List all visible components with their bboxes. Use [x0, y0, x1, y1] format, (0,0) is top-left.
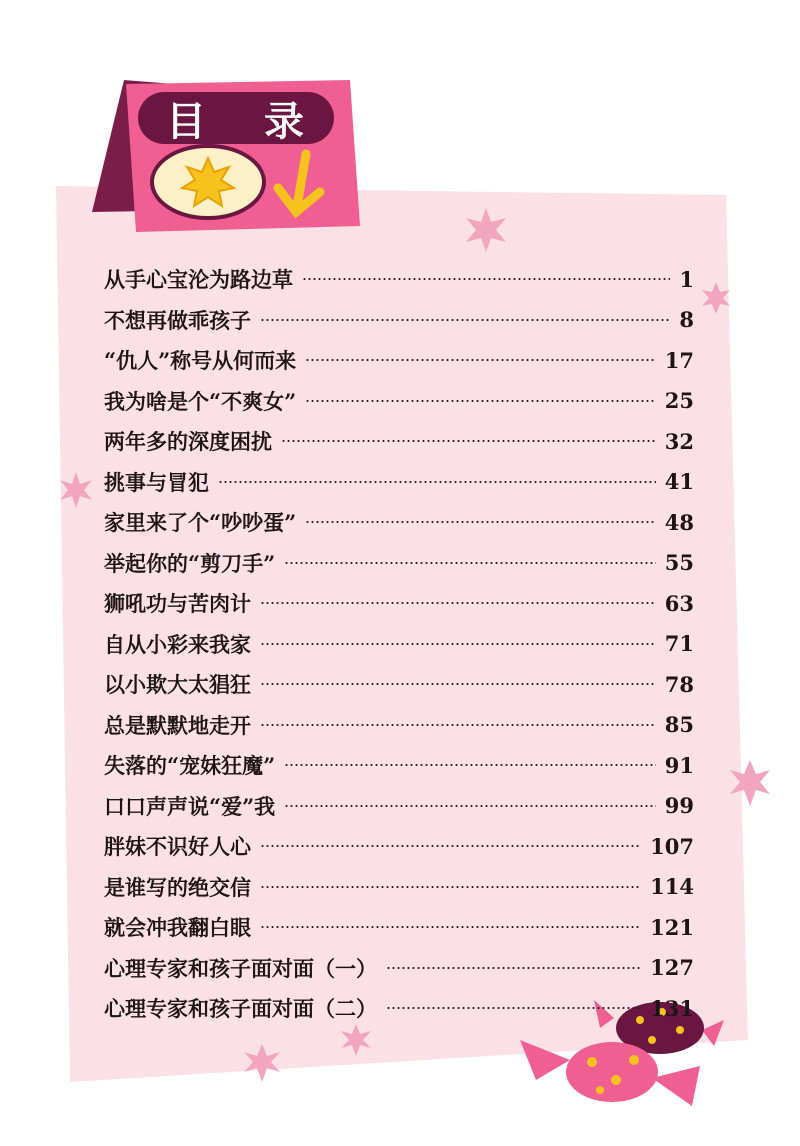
- toc-entry-title: 以小欺大太猖狂: [104, 672, 251, 698]
- toc-entry-title: 胖妹不识好人心: [104, 834, 251, 860]
- toc-entry[interactable]: [104, 421, 694, 462]
- toc-entry[interactable]: [104, 340, 694, 381]
- toc-entry-title: 口口声声说“爱”我: [104, 793, 276, 819]
- toc-entry-title: 家里来了个“吵吵蛋”: [104, 510, 297, 536]
- toc-entry-title: 自从小彩来我家: [104, 631, 251, 657]
- toc-leader-dots: [260, 886, 641, 888]
- toc-leader-dots: [305, 400, 656, 402]
- toc-leader-dots: [302, 278, 670, 280]
- toc-entry[interactable]: [104, 624, 694, 665]
- toc-leader-dots: [284, 805, 656, 807]
- toc-entry-title: 从手心宝沦为路边草: [104, 267, 293, 293]
- toc-leader-dots: [260, 724, 656, 726]
- toc-entry-page-number: 55: [664, 550, 694, 576]
- toc-entry-page-number: 8: [679, 307, 694, 333]
- toc-entry-page-number: 114: [650, 874, 694, 900]
- toc-entry-title: 两年多的深度困扰: [104, 429, 272, 455]
- toc-entry-page-number: 41: [664, 469, 694, 495]
- toc-leader-dots: [386, 967, 641, 969]
- toc-entry[interactable]: [104, 705, 694, 746]
- toc-entry[interactable]: [104, 381, 694, 422]
- toc-entry[interactable]: [104, 462, 694, 503]
- toc-leader-dots: [260, 643, 656, 645]
- toc-entry-page-number: 1: [679, 266, 694, 292]
- toc-entry-title: 不想再做乖孩子: [104, 307, 251, 333]
- toc-entry-title: 就会冲我翻白眼: [104, 915, 251, 941]
- toc-entry-title: 失落的“宠妹狂魔”: [104, 753, 276, 779]
- toc-entry-page-number: 127: [650, 955, 694, 981]
- toc-entry-title: 我为啥是个“不爽女”: [104, 388, 297, 414]
- toc-leader-dots: [305, 359, 656, 361]
- toc-entry-page-number: 85: [664, 712, 694, 738]
- toc-entry[interactable]: [104, 745, 694, 786]
- toc-leader-dots: [260, 319, 670, 321]
- toc-entry-title: 是谁写的绝交信: [104, 874, 251, 900]
- toc-entry[interactable]: [104, 907, 694, 948]
- toc-entry-page-number: 107: [650, 833, 694, 859]
- toc-entry-page-number: 32: [664, 428, 694, 454]
- toc-entry-title: 狮吼功与苦肉计: [104, 591, 251, 617]
- toc-entry[interactable]: [104, 826, 694, 867]
- toc-entry-page-number: 48: [664, 509, 694, 535]
- toc-entry[interactable]: [104, 300, 694, 341]
- sun-star-icon: [152, 146, 264, 218]
- toc-leader-dots: [260, 602, 656, 604]
- toc-entry-title: “仇人”称号从何而来: [104, 348, 297, 374]
- toc-entry-title: 挑事与冒犯: [104, 469, 209, 495]
- toc-entry[interactable]: [104, 948, 694, 989]
- toc-entry-page-number: 17: [664, 347, 694, 373]
- toc-entry[interactable]: [104, 259, 694, 300]
- toc-entry-title: 心理专家和孩子面对面（二）: [104, 996, 377, 1022]
- toc-leader-dots: [260, 845, 641, 847]
- toc-leader-dots: [284, 764, 656, 766]
- toc-entry-page-number: 25: [664, 388, 694, 414]
- toc-entry-title: 心理专家和孩子面对面（一）: [104, 955, 377, 981]
- toc-entry[interactable]: [104, 583, 694, 624]
- table-of-contents: [104, 259, 694, 1029]
- toc-leader-dots: [260, 926, 641, 928]
- toc-entry-page-number: 78: [664, 671, 694, 697]
- toc-entry[interactable]: [104, 502, 694, 543]
- page-title: 目 录: [166, 98, 326, 145]
- toc-entry-page-number: 71: [664, 631, 694, 657]
- toc-entry[interactable]: [104, 867, 694, 908]
- toc-leader-dots: [218, 481, 656, 483]
- toc-entry-page-number: 121: [650, 914, 694, 940]
- toc-entry-page-number: 131: [650, 995, 694, 1021]
- toc-entry[interactable]: [104, 543, 694, 584]
- toc-entry-page-number: 91: [664, 752, 694, 778]
- toc-leader-dots: [386, 1007, 641, 1009]
- toc-leader-dots: [305, 521, 656, 523]
- toc-entry[interactable]: [104, 664, 694, 705]
- toc-leader-dots: [284, 562, 656, 564]
- toc-entry-title: 总是默默地走开: [104, 712, 251, 738]
- toc-entry-page-number: 63: [664, 590, 694, 616]
- toc-entry-page-number: 99: [664, 793, 694, 819]
- toc-entry[interactable]: [104, 988, 694, 1029]
- toc-entry-title: 举起你的“剪刀手”: [104, 550, 276, 576]
- toc-entry[interactable]: [104, 786, 694, 827]
- toc-leader-dots: [281, 440, 656, 442]
- toc-leader-dots: [260, 683, 656, 685]
